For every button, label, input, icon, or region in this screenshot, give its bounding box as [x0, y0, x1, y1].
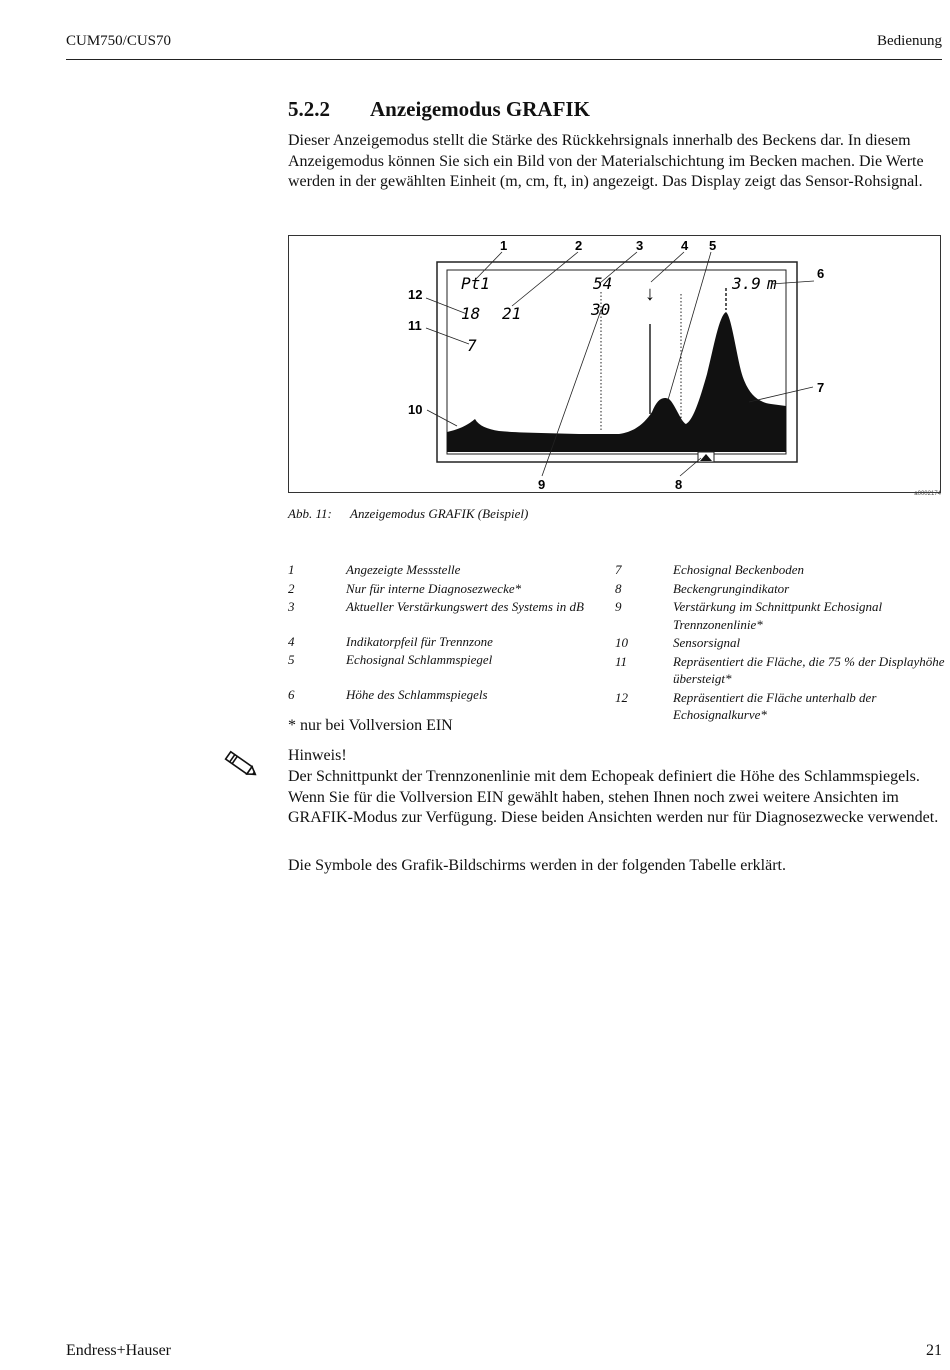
legend-number: 12 — [615, 689, 628, 705]
legend-item — [288, 686, 608, 704]
section-heading — [288, 97, 590, 122]
legend-item — [615, 561, 945, 579]
legend-item — [615, 653, 945, 688]
lcd-area-below-curve: 18 — [461, 304, 481, 323]
legend-text: Beckengrungindikator — [673, 580, 790, 596]
legend-text: Repräsentiert die Fläche unterhalb der Echosignalkurve* — [673, 689, 877, 722]
legend-number: 10 — [615, 635, 628, 650]
footnote: * nur bei Vollversion EIN — [288, 717, 453, 734]
legend-left-column — [288, 561, 608, 704]
callout-10: 10 — [408, 402, 423, 417]
figure-id: a0002174 — [914, 491, 941, 497]
legend-text: Repräsentiert die Fläche, die 75 % der Displayhöhe übersteigt* — [673, 653, 945, 686]
display-illustration — [289, 236, 942, 494]
note-title: Hinweis! — [288, 747, 347, 764]
legend-number: 2 — [288, 580, 295, 596]
callout-1: 1 — [500, 238, 508, 253]
footer-brand: Endress+Hauser — [66, 1342, 171, 1359]
callout-12: 12 — [408, 287, 423, 302]
lcd-diag-value-54: 54 — [593, 274, 613, 293]
lcd-measuring-point: Pt1 — [461, 274, 490, 293]
legend-item — [288, 561, 608, 579]
callout-5: 5 — [709, 238, 717, 253]
lcd-area-above-75: 7 — [467, 336, 477, 355]
lcd-level-unit: m — [767, 274, 777, 293]
legend-text: Angezeigte Messstelle — [346, 562, 461, 577]
note-text: Der Schnittpunkt der Trennzonenlinie mit dem Echopeak definiert die Höhe des Schlammspiegels. Wenn Sie für die Vollversion EIN gewählt haben, stehen Ihnen noch zwei weitere Ansichten im GRAFIK-Modus zur Verfügung. Diese beiden Ansichten werden nur für Diagnosezwecke verwendet. — [288, 768, 939, 826]
legend-number: 7 — [615, 562, 622, 577]
legend-item — [288, 633, 608, 651]
legend-number: 5 — [288, 652, 295, 667]
legend-item — [615, 689, 945, 724]
lcd-gain-value: 30 — [591, 300, 611, 319]
legend-number: 4 — [288, 633, 295, 649]
legend-text: Echosignal Schlammspiegel — [346, 652, 493, 667]
callout-2: 2 — [575, 238, 583, 253]
figure-caption — [288, 506, 528, 522]
callout-8: 8 — [675, 477, 683, 492]
figure-caption-number: Abb. 11: — [288, 506, 332, 521]
callout-11: 11 — [408, 318, 422, 333]
legend-number: 8 — [615, 580, 622, 596]
legend-number: 3 — [288, 599, 295, 614]
legend-right-column — [615, 561, 945, 725]
figure-display-graphic — [288, 235, 941, 493]
lcd-level-value: 3.9 — [732, 274, 761, 293]
callout-9: 9 — [538, 477, 546, 492]
figure-caption-text: Anzeigemodus GRAFIK (Beispiel) — [350, 506, 529, 521]
legend-item — [615, 598, 945, 633]
closing-paragraph: Die Symbole des Grafik-Bildschirms werden in der folgenden Tabelle erklärt. — [288, 857, 786, 874]
legend-number: 9 — [615, 599, 622, 614]
intro-paragraph: Dieser Anzeigemodus stellt die Stärke des Rückkehrsignals innerhalb des Beckens dar. In diesem Anzeigemodus können Sie sich ein Bild von der Materialschichtung im Becken machen. Die Werte werden in der gewählten Einheit (m, cm, ft, in) angezeigt. Das Display zeigt das Sensor-Rohsignal. — [288, 132, 924, 190]
legend-text: Indikatorpfeil für Trennzone — [346, 633, 493, 649]
lcd-diag-value-21: 21 — [502, 304, 522, 323]
pencil-icon — [221, 748, 261, 782]
callout-3: 3 — [636, 238, 644, 253]
section-title: Anzeigemodus GRAFIK — [370, 97, 590, 121]
legend-number: 11 — [615, 653, 628, 669]
legend-number: 6 — [288, 686, 295, 702]
legend-text: Echosignal Beckenboden — [673, 562, 805, 577]
separation-zone-arrow-icon: ↓ — [645, 283, 655, 305]
callout-7: 7 — [817, 380, 825, 395]
header-doc-id: CUM750/CUS70 — [66, 33, 172, 49]
legend-text: Höhe des Schlammspiegels — [346, 686, 488, 702]
section-number: 5.2.2 — [288, 97, 330, 121]
legend-text: Aktueller Verstärkungswert des Systems in dB — [346, 599, 584, 614]
callout-6: 6 — [817, 266, 825, 281]
callout-4: 4 — [681, 238, 689, 253]
legend-item — [288, 651, 608, 669]
header-chapter: Bedienung — [877, 33, 942, 49]
legend-text: Nur für interne Diagnosezwecke* — [346, 580, 522, 596]
legend-item — [288, 598, 608, 616]
legend-item — [288, 580, 608, 598]
echo-curve — [447, 312, 786, 452]
legend-item — [615, 634, 945, 652]
legend-item — [615, 580, 945, 598]
legend-number: 1 — [288, 562, 295, 577]
footer-page-number: 21 — [926, 1342, 942, 1359]
legend-text: Sensorsignal — [673, 635, 741, 650]
header-rule — [66, 59, 942, 60]
legend-text: Verstärkung im Schnittpunkt Echosignal Trennzonenlinie* — [673, 599, 883, 632]
